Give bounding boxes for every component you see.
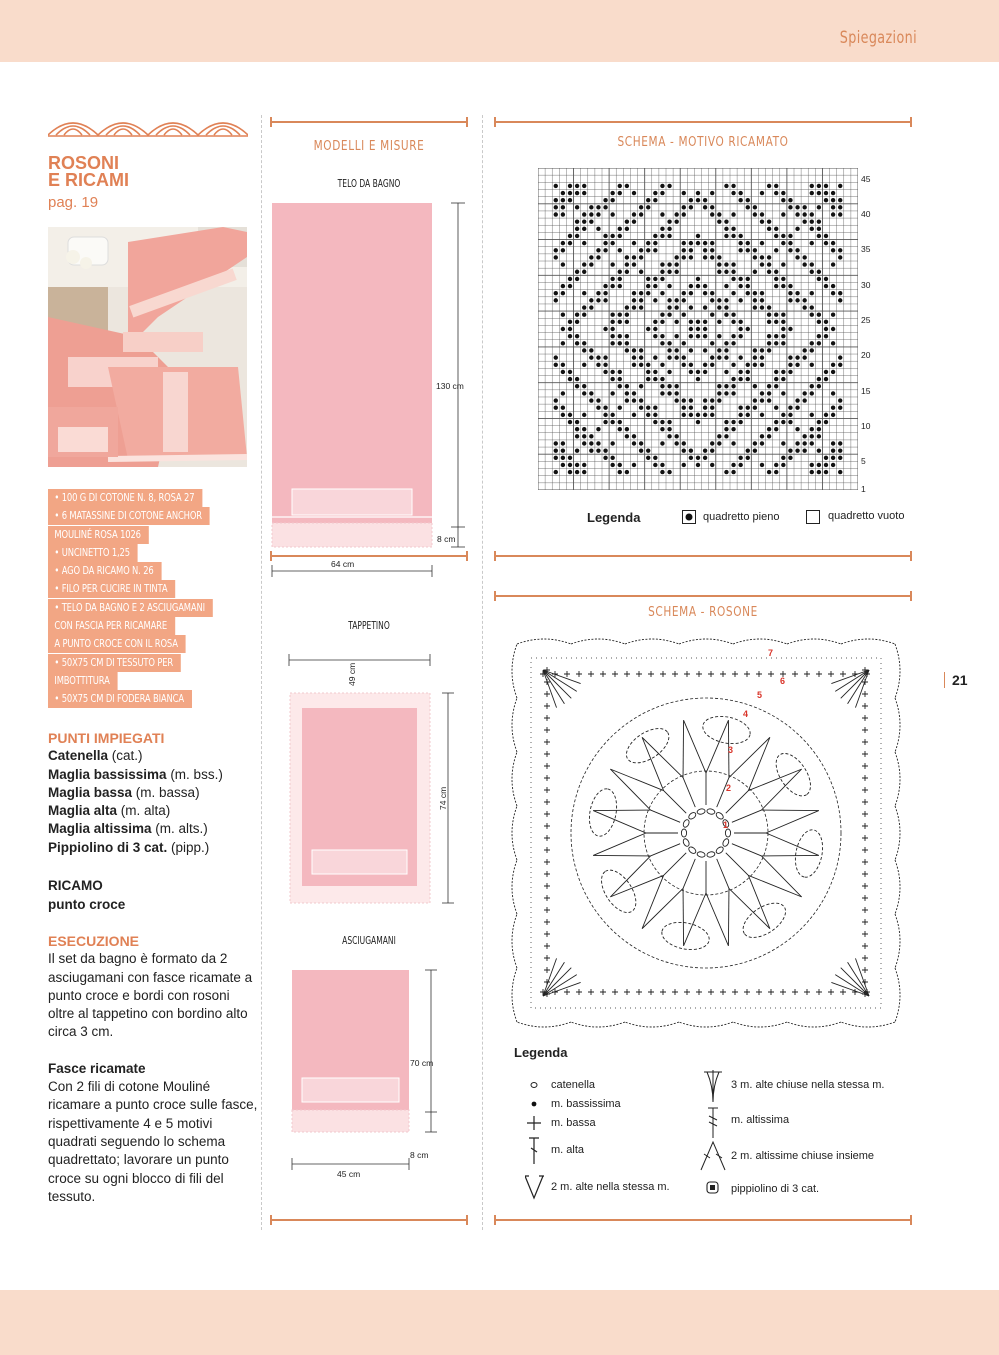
- legend-chain: catenella: [551, 1079, 596, 1091]
- bath-towel-label: TELO DA BAGNO: [337, 178, 401, 190]
- legend-two-double: 2 m. alte nella stessa m.: [551, 1181, 670, 1193]
- rosette-chart-heading: SCHEMA - ROSONE: [648, 604, 758, 620]
- rule-models-top: [270, 121, 468, 123]
- title-line-2: E RICAMI: [48, 170, 129, 190]
- stitch-name: Catenella: [48, 748, 109, 764]
- stitch-name: Maglia bassa: [48, 784, 133, 800]
- stitches-section: [48, 729, 223, 857]
- grid-row-label: 5: [861, 456, 866, 466]
- mat-height: 74 cm: [438, 786, 448, 810]
- material-item: A PUNTO CROCE CON IL ROSA: [48, 635, 186, 653]
- stitch-name: Maglia alta: [48, 803, 118, 819]
- stitch-item: [48, 839, 223, 857]
- two-treble-closed-icon: [701, 1142, 725, 1170]
- two-double-crochet-icon: [525, 1176, 544, 1198]
- article-title: [48, 155, 129, 189]
- material-item: • 50X75 CM DI FODERA BIANCA: [48, 690, 192, 708]
- material-item: • 6 MATASSINE DI COTONE ANCHOR: [48, 507, 210, 525]
- legend-treble: m. altissima: [731, 1114, 790, 1126]
- rule-models-bottom: [270, 1219, 468, 1221]
- column-separator: [482, 115, 483, 1230]
- rosette-legend-symbols-2: [700, 1066, 726, 1216]
- rule-chart-mid: [494, 555, 912, 557]
- stitch-item: [48, 784, 223, 802]
- material-item: • AGO DA RICAMO N. 26: [48, 562, 162, 580]
- chain-icon: [531, 1083, 537, 1088]
- bath-towel-band: 8 cm: [437, 534, 456, 544]
- round-number: 4: [743, 709, 749, 719]
- embroidery-heading: RICAMO: [48, 878, 103, 893]
- material-item: CON FASCIA PER RICAMARE: [48, 617, 175, 635]
- execution-section: [48, 932, 258, 1206]
- grid-row-label: 30: [861, 280, 871, 290]
- legend-empty-label: quadretto vuoto: [828, 510, 905, 522]
- round-number: 5: [757, 690, 763, 700]
- round-number: 7: [768, 648, 774, 658]
- stitch-abbr: (m. alta): [117, 803, 171, 819]
- material-item: • 100 G DI COTONE N. 8, ROSA 27: [48, 489, 202, 507]
- rule-chart-top: [494, 121, 912, 123]
- mat-label: TAPPETINO: [348, 620, 390, 632]
- rosette-diagram: [503, 630, 909, 1036]
- column-separator: [261, 115, 262, 1230]
- mat-width: 49 cm: [347, 662, 357, 686]
- stitch-item: [48, 766, 223, 784]
- material-item: IMBOTTITURA: [48, 672, 118, 690]
- embroidery-legend-title: Legenda: [587, 510, 641, 525]
- embroidery-chart-heading: SCHEMA - MOTIVO RICAMATO: [617, 134, 789, 150]
- hand-towel-width: 45 cm: [337, 1169, 361, 1179]
- hand-towel-height: 70 cm: [410, 1058, 434, 1068]
- material-item: • 50X75 CM DI TESSUTO PER: [48, 654, 181, 672]
- hand-towel-drawing: [268, 962, 468, 1172]
- treble-icon: [708, 1108, 718, 1138]
- wave-ornament-icon: [48, 113, 248, 137]
- stitch-name: Maglia altissima: [48, 821, 152, 837]
- page-reference: pag. 19: [48, 194, 99, 211]
- stitch-item: [48, 820, 223, 838]
- rule-rosette-bottom: [494, 1219, 912, 1221]
- stitch-abbr: (cat.): [108, 748, 143, 764]
- stitch-name: Pippiolino di 3 cat.: [48, 839, 168, 855]
- grid-row-label: 15: [861, 386, 871, 396]
- execution-subheading: Fasce ricamate: [48, 1060, 146, 1076]
- stitches-heading: PUNTI IMPIEGATI: [48, 730, 165, 746]
- embroidery-grid: [538, 168, 858, 490]
- legend-two-treble-closed: 2 m. altissime chiuse insieme: [731, 1150, 875, 1162]
- execution-text: Il set da bagno è formato da 2 asciugamani con fasce ricamate a punto croce e bordi con rosoni oltre al tappetino con bordino alto circa 3 cm.: [48, 951, 253, 1040]
- grid-row-label: 1: [861, 484, 866, 494]
- models-heading: MODELLI E MISURE: [313, 138, 425, 154]
- rosette-legend-symbols: [525, 1078, 545, 1208]
- grid-row-label: 45: [861, 174, 871, 184]
- material-item: • UNCINETTO 1,25: [48, 544, 138, 562]
- bath-towel-height: 130 cm: [436, 381, 464, 391]
- double-crochet-icon: [529, 1138, 539, 1164]
- product-photo: [48, 227, 247, 467]
- grid-row-label: 10: [861, 421, 871, 431]
- bath-towel-width: 64 cm: [331, 559, 355, 569]
- three-double-closed-icon: [704, 1070, 722, 1102]
- page-number: 21: [944, 672, 968, 688]
- round-number: 2: [726, 783, 732, 793]
- round-number: 3: [728, 745, 734, 755]
- rule-rosette-top: [494, 595, 912, 597]
- stitch-item: [48, 747, 223, 765]
- section-tag: Spiegazioni: [839, 28, 917, 48]
- stitch-item: [48, 802, 223, 820]
- grid-row-label: 35: [861, 244, 871, 254]
- stitch-abbr: (m. bassa): [132, 784, 200, 800]
- legend-three-double-closed: 3 m. alte chiuse nella stessa m.: [731, 1079, 885, 1091]
- round-number: 1: [723, 820, 729, 830]
- material-item: • FILO PER CUCIRE IN TINTA: [48, 580, 175, 598]
- embroidery-value: punto croce: [48, 897, 126, 912]
- stitch-abbr: (m. bss.): [166, 766, 223, 782]
- legend-slip-stitch: m. bassissima: [551, 1098, 621, 1110]
- grid-row-label: 40: [861, 209, 871, 219]
- legend-filled-label: quadretto pieno: [703, 511, 780, 523]
- material-item: • TELO DA BAGNO E 2 ASCIUGAMANI: [48, 599, 213, 617]
- grid-row-label: 25: [861, 315, 871, 325]
- single-crochet-icon: [527, 1116, 541, 1130]
- empty-square-icon: [806, 510, 820, 524]
- material-item: MOULINÉ ROSA 1026: [48, 526, 149, 544]
- grid-row-label: 20: [861, 350, 871, 360]
- materials-list: [48, 488, 248, 708]
- slip-stitch-icon: [532, 1102, 537, 1107]
- stitch-name: Maglia bassissima: [48, 766, 167, 782]
- title-line-1: ROSONI: [48, 153, 120, 173]
- picot-icon: [707, 1182, 718, 1193]
- legend-double-crochet: m. alta: [551, 1144, 585, 1156]
- hand-towel-label: ASCIUGAMANI: [342, 935, 396, 947]
- rosette-legend-title: Legenda: [514, 1045, 568, 1060]
- legend-single-crochet: m. bassa: [551, 1117, 596, 1129]
- round-number: 6: [780, 676, 786, 686]
- hand-towel-band: 8 cm: [410, 1150, 429, 1160]
- bottom-band: [0, 1290, 999, 1355]
- mat-drawing: [268, 650, 468, 910]
- stitch-abbr: (m. alts.): [151, 821, 208, 837]
- stitch-abbr: (pipp.): [167, 839, 210, 855]
- filled-square-icon: [682, 510, 696, 524]
- embroidery-section: [48, 876, 125, 914]
- legend-picot: pippiolino di 3 cat.: [731, 1183, 820, 1195]
- execution-subtext: Con 2 fili di cotone Mouliné ricamare a punto croce sulle fasce, rispettivamente 4 e 5 motivi quadrati seguendo lo schema quadrettato; lavorare un punto croce su ogni blocco di fili del tessuto.: [48, 1079, 258, 1204]
- execution-heading: ESECUZIONE: [48, 933, 140, 949]
